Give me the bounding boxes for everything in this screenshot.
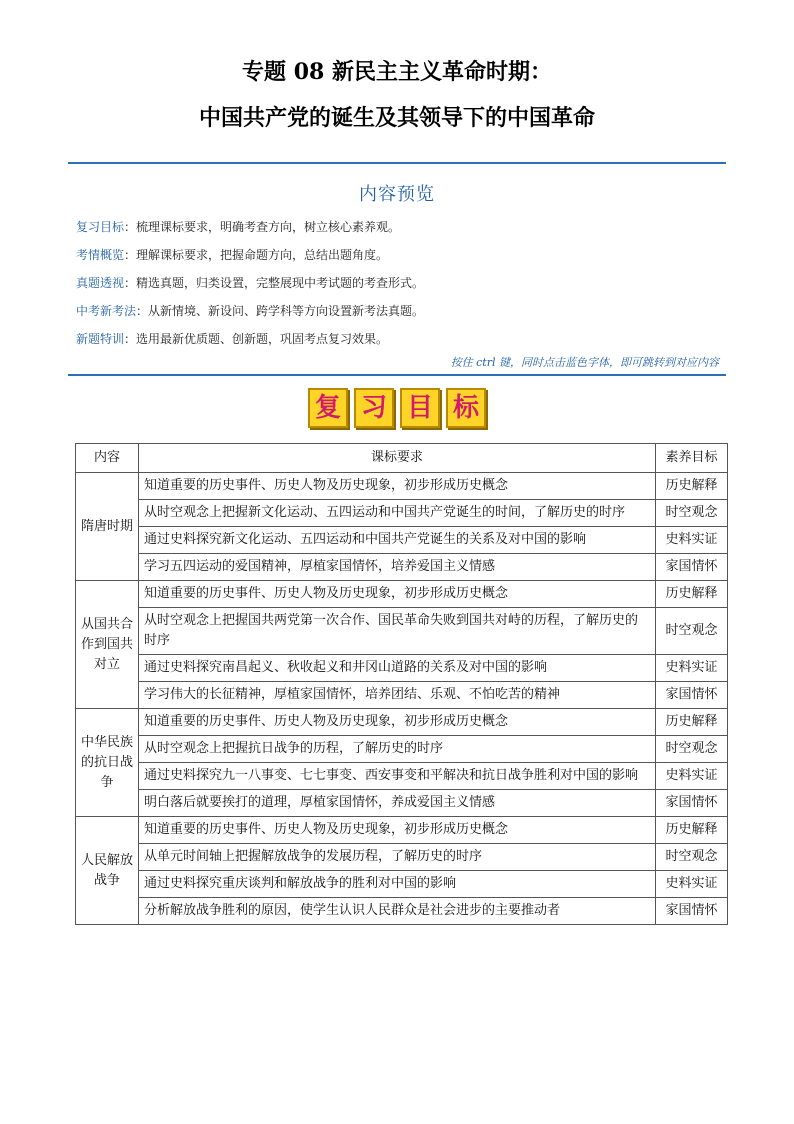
preview-list: [76, 218, 726, 358]
table-row: [76, 500, 728, 527]
document-title-line2: 中国共产党的诞生及其领导下的中国革命: [198, 105, 595, 131]
table-row: [76, 554, 728, 581]
literacy-cell: 家国情怀: [656, 898, 728, 925]
badge-char: 习: [354, 388, 394, 428]
table-row: [76, 790, 728, 817]
preview-item-new-methods[interactable]: [76, 302, 726, 330]
preview-item-exam-overview[interactable]: [76, 246, 726, 274]
requirement-cell: 学习伟大的长征精神，厚植家国情怀，培养团结、乐观、不怕吃苦的精神: [139, 682, 656, 709]
literacy-cell: 历史解释: [656, 709, 728, 736]
preview-desc: ：从新情境、新设问、跨学科等方向设置新考法真题。: [136, 304, 425, 318]
table-row: [76, 709, 728, 736]
requirement-cell: 通过史料探究南昌起义、秋收起义和井冈山道路的关系及对中国的影响: [139, 655, 656, 682]
literacy-cell: 家国情怀: [656, 554, 728, 581]
literacy-cell: 历史解释: [656, 581, 728, 608]
requirement-cell: 知道重要的历史事件、历史人物及历史现象，初步形成历史概念: [139, 473, 656, 500]
literacy-cell: 史料实证: [656, 527, 728, 554]
badge-char: 标: [446, 388, 486, 428]
preview-link[interactable]: 复习目标: [76, 220, 125, 234]
header-standard: 课标要求: [139, 444, 656, 473]
ctrl-click-note: 按住 ctrl 键，同时点击蓝色字体，即可跳转到对应内容: [450, 356, 719, 369]
document-title-line1: 专题 08 新民主主义革命时期：: [242, 59, 552, 85]
requirement-cell: 学习五四运动的爱国精神，厚植家国情怀，培养爱国主义情感: [139, 554, 656, 581]
requirement-cell: 分析解放战争胜利的原因，使学生认识人民群众是社会进步的主要推动者: [139, 898, 656, 925]
preview-item-review-goals[interactable]: [76, 218, 726, 246]
table-row: [76, 871, 728, 898]
preview-item-real-questions[interactable]: [76, 274, 726, 302]
preview-link[interactable]: 考情概览: [76, 248, 125, 262]
literacy-cell: 历史解释: [656, 473, 728, 500]
requirement-cell: 通过史料探究九一八事变、七七事变、西安事变和平解决和抗日战争胜利对中国的影响: [139, 763, 656, 790]
preview-desc: ：梳理课标要求，明确考查方向，树立核心素养观。: [124, 220, 401, 234]
table-row: [76, 527, 728, 554]
table-row: [76, 581, 728, 608]
literacy-cell: 时空观念: [656, 736, 728, 763]
table-row: [76, 655, 728, 682]
top-divider: [68, 162, 726, 164]
table-row: [76, 608, 728, 655]
requirement-cell: 通过史料探究重庆谈判和解放战争的胜利对中国的影响: [139, 871, 656, 898]
literacy-cell: 历史解释: [656, 817, 728, 844]
period-cell: 从国共合作到国共对立: [76, 581, 139, 709]
preview-link[interactable]: 真题透视: [76, 276, 125, 290]
literacy-cell: 史料实证: [656, 871, 728, 898]
table-row: [76, 763, 728, 790]
section-badge-review-goals: [0, 388, 794, 428]
period-cell: 隋唐时期: [76, 473, 139, 581]
table-header-row: [76, 444, 728, 473]
review-goals-table: [75, 443, 728, 925]
preview-desc: ：理解课标要求，把握命题方向，总结出题角度。: [124, 248, 389, 262]
table-row: [76, 682, 728, 709]
preview-link[interactable]: 中考新考法: [76, 304, 137, 318]
literacy-cell: 时空观念: [656, 608, 728, 655]
preview-desc: ：精选真题，归类设置，完整展现中考试题的考查形式。: [124, 276, 425, 290]
table-row: [76, 736, 728, 763]
requirement-cell: 明白落后就要挨打的道理，厚植家国情怀，养成爱国主义情感: [139, 790, 656, 817]
preview-link[interactable]: 新题特训: [76, 332, 125, 346]
header-content: 内容: [76, 444, 139, 473]
literacy-cell: 家国情怀: [656, 682, 728, 709]
preview-heading: 内容预览: [359, 184, 435, 205]
requirement-cell: 知道重要的历史事件、历史人物及历史现象，初步形成历史概念: [139, 709, 656, 736]
requirement-cell: 通过史料探究新文化运动、五四运动和中国共产党诞生的关系及对中国的影响: [139, 527, 656, 554]
table-row: [76, 473, 728, 500]
requirement-cell: 从单元时间轴上把握解放战争的发展历程，了解历史的时序: [139, 844, 656, 871]
badge-char: 复: [308, 388, 348, 428]
literacy-cell: 史料实证: [656, 655, 728, 682]
literacy-cell: 家国情怀: [656, 790, 728, 817]
preview-desc: ：选用最新优质题、创新题，巩固考点复习效果。: [124, 332, 389, 346]
badge-char: 目: [400, 388, 440, 428]
table-row: [76, 844, 728, 871]
bottom-divider: [68, 374, 726, 376]
requirement-cell: 知道重要的历史事件、历史人物及历史现象，初步形成历史概念: [139, 581, 656, 608]
period-cell: 中华民族的抗日战争: [76, 709, 139, 817]
header-literacy: 素养目标: [656, 444, 728, 473]
requirement-cell: 从时空观念上把握新文化运动、五四运动和中国共产党诞生的时间，了解历史的时序: [139, 500, 656, 527]
requirement-cell: 从时空观念上把握抗日战争的历程，了解历史的时序: [139, 736, 656, 763]
literacy-cell: 史料实证: [656, 763, 728, 790]
period-cell: 人民解放战争: [76, 817, 139, 925]
table-row: [76, 817, 728, 844]
literacy-cell: 时空观念: [656, 500, 728, 527]
literacy-cell: 时空观念: [656, 844, 728, 871]
requirement-cell: 知道重要的历史事件、历史人物及历史现象，初步形成历史概念: [139, 817, 656, 844]
requirement-cell: 从时空观念上把握国共两党第一次合作、国民革命失败到国共对峙的历程，了解历史的时序: [139, 608, 656, 655]
table-row: [76, 898, 728, 925]
